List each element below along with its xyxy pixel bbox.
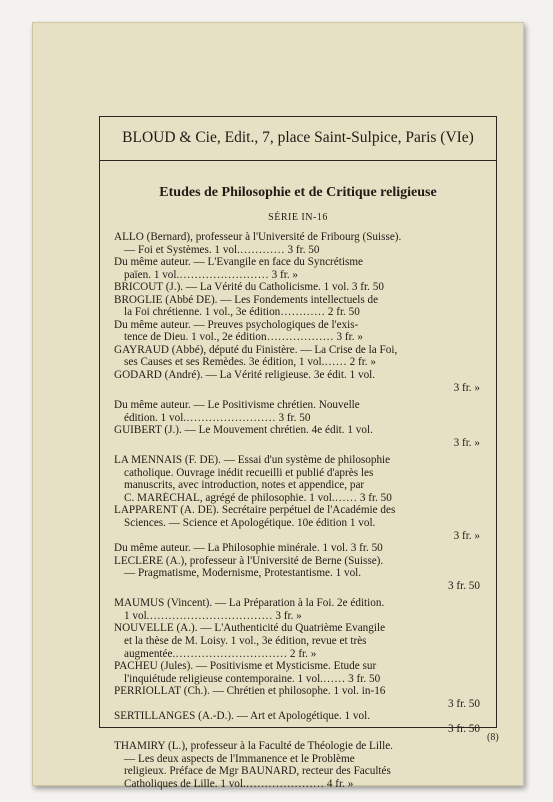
catalog-line: — Pragmatisme, Modernisme, Protestantisme. 1 vol. (124, 567, 362, 580)
catalog-line: religieux. Préface de Mgr BAUNARD, recteur des Facultés (124, 765, 391, 778)
publisher-line: BLOUD & Cie, Edit., 7, place Saint-Sulpice, Paris (VIe) (122, 129, 474, 146)
catalog-line: 3 fr. 50 (447, 722, 480, 735)
catalog-line: NOUVELLE (A.). — L'Authenticité du Quatrième Evangile (114, 622, 386, 635)
catalog-line: GODARD (André). — La Vérité religieuse. 3e édit. 1 vol. (114, 369, 376, 382)
catalog-line: augmentée.………………………… 2 fr. » (124, 647, 317, 660)
catalog-line: 3 fr. 50 (447, 697, 480, 710)
catalog-line: BRICOUT (J.). — La Vérité du Catholicisme. 1 vol. 3 fr. 50 (114, 281, 384, 294)
catalog-line: Catholiques de Lille. 1 vol.………………… 4 fr. » (124, 777, 354, 790)
catalog-line: manuscrits, avec introduction, notes et appendice, par (124, 479, 365, 492)
catalog-line: édition. 1 vol.…………………… 3 fr. 50 (124, 411, 311, 424)
catalog-line: SERTILLANGES (A.-D.). — Art et Apologétique. 1 vol. (114, 710, 370, 723)
catalog-page (32, 22, 524, 790)
catalog-line: Du même auteur. — L'Evangile en face du Syncrétisme (114, 256, 363, 269)
catalog-title: Etudes de Philosophie et de Critique religieuse (159, 185, 437, 200)
catalog-line: — Foi et Systèmes. 1 vol.………… 3 fr. 50 (124, 243, 320, 256)
catalog-line: PACHEU (Jules). — Positivisme et Mysticisme. Etude sur (114, 660, 377, 673)
catalog-line: et la thèse de M. Loisy. 1 vol., 3e édition, revue et très (124, 634, 367, 647)
catalog-line: Du même auteur. — Le Positivisme chrétien. Nouvelle (114, 399, 360, 412)
catalog-line: tence de Dieu. 1 vol., 2e édition……………… 3 fr. » (124, 331, 363, 344)
catalog-entries (114, 231, 488, 791)
catalog-line: GUIBERT (J.). — Le Mouvement chrétien. 4e édit. 1 vol. (114, 424, 373, 437)
catalog-line: païen. 1 vol.…………………… 3 fr. » (124, 268, 299, 281)
catalog-line: LA MENNAIS (F. DE). — Essai d'un système de philosophie (114, 454, 391, 467)
catalog-line: C. MARÉCHAL, agrégé de philosophie. 1 vol.…… 3 fr. 50 (124, 491, 392, 504)
catalog-line: Sciences. — Science et Apologétique. 10e édition 1 vol. (124, 517, 376, 530)
series-label: SÉRIE IN-16 (268, 212, 328, 223)
header-rule (100, 160, 496, 161)
page-number: (8) (487, 732, 499, 743)
catalog-frame (99, 116, 497, 790)
catalog-line: 3 fr. 50 (447, 579, 480, 592)
catalog-line: ALLO (Bernard), professeur à l'Université de Fribourg (Suisse). (114, 231, 402, 243)
catalog-line: Du même auteur. — Preuves psychologiques de l'exis- (114, 318, 359, 331)
catalog-line: 3 fr. » (453, 436, 480, 449)
catalog-line: — Les deux aspects de l'Immanence et le Problème (124, 752, 355, 765)
catalog-line: catholique. Ouvrage inédit recueilli et publié d'après les (124, 466, 374, 479)
catalog-line: l'inquiétude religieuse contemporaine. 1 vol.…… 3 fr. 50 (124, 672, 381, 685)
catalog-line: THAMIRY (L.), professeur à la Faculté de Théologie de Lille. (114, 740, 393, 753)
catalog-line: 3 fr. » (453, 381, 480, 394)
catalog-line: 1 vol.…………………………… 3 fr. » (124, 609, 302, 622)
catalog-line: 3 fr. » (453, 529, 480, 542)
catalog-line: PERRIOLLAT (Ch.). — Chrétien et philosophe. 1 vol. in-16 (114, 685, 386, 698)
catalog-line: BROGLIE (Abbé DE). — Les Fondements intellectuels de (114, 293, 379, 306)
catalog-line: Du même auteur. — La Philosophie minérale. 1 vol. 3 fr. 50 (114, 542, 383, 555)
catalog-line: ses Causes et ses Remèdes. 3e édition, 1 vol.…… 2 fr. » (124, 356, 376, 369)
catalog-line: LAPPARENT (A. DE). Secrétaire perpétuel de l'Académie des (114, 504, 396, 517)
catalog-line: GAYRAUD (Abbé), député du Finistère. — La Crise de la Foi, (114, 343, 398, 356)
catalog-line: la Foi chrétienne. 1 vol., 3e édition………… 2 fr. 50 (124, 306, 360, 319)
catalog-line: MAUMUS (Vincent). — La Préparation à la Foi. 2e édition. (114, 597, 385, 610)
catalog-line: LECLÈRE (A.), professeur à l'Université de Berne (Suisse). (114, 554, 384, 567)
